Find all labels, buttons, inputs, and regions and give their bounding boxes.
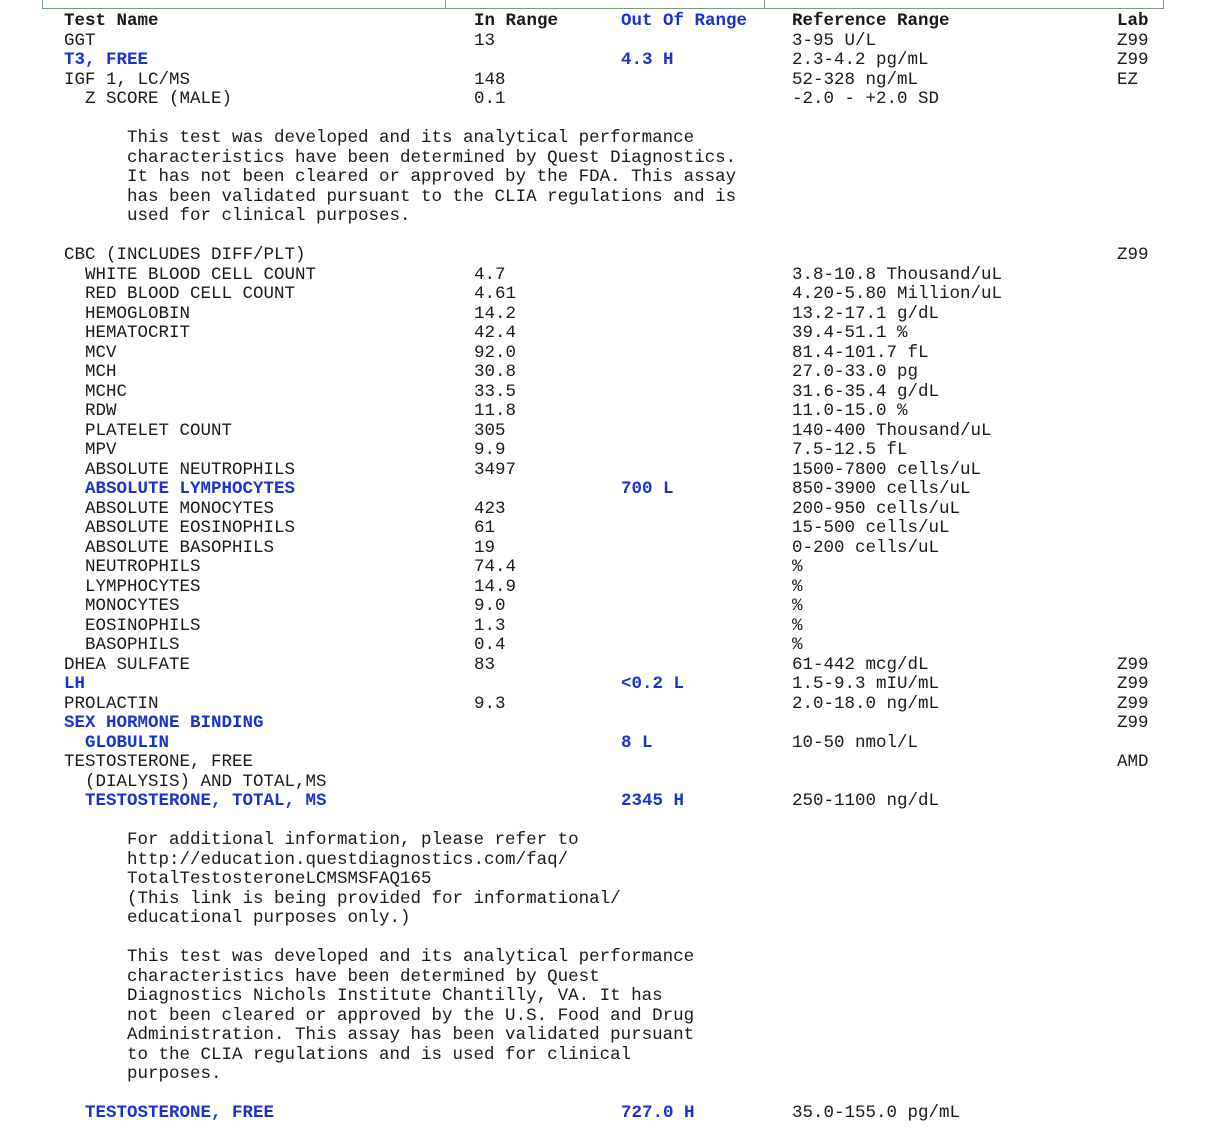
footnote-line: characteristics have been determined by Quest Diagnostics. [127,147,737,168]
table-row [0,71,1206,91]
footnote-line: characteristics have been determined by Quest [127,966,600,987]
reference-range-value: 15-500 cells/uL [792,518,950,538]
reference-range-value: 35.0-155.0 pg/mL [792,1103,961,1123]
reference-range-value: 81.4-101.7 fL [792,342,929,363]
table-row [0,714,1206,734]
table-row [0,305,1206,325]
test-name-cell: CBC (INCLUDES DIFF/PLT) [64,245,306,265]
footnote-line: Diagnostics Nichols Institute Chantilly, VA. It has [127,986,663,1006]
reference-range-value: 11.0-15.0 % [792,401,908,421]
test-name-cell: TESTOSTERONE, FREE [64,752,254,772]
table-frame-top [0,0,1206,10]
test-name-cell: ABSOLUTE EOSINOPHILS [85,518,296,538]
spacer [0,812,1206,832]
table-row [0,675,1206,695]
table-row [0,1104,1206,1124]
out-of-range-value: 4.3 H [621,50,674,70]
reference-range-value: 31.6-35.4 g/dL [792,381,940,402]
in-range-value: 74.4 [474,557,517,577]
spacer [0,1085,1206,1105]
table-row [0,656,1206,676]
in-range-value: 30.8 [474,362,517,382]
in-range-value: 14.2 [474,303,517,324]
table-row [0,246,1206,266]
reference-range-value: % [792,557,803,577]
reference-range-value: -2.0 - +2.0 SD [792,89,940,109]
reference-range-value: 0-200 cells/uL [792,537,940,558]
table-row [0,90,1206,110]
out-of-range-value: 2345 H [621,791,685,811]
table-row [0,32,1206,52]
spacer [0,110,1206,130]
test-name-cell: ABSOLUTE BASOPHILS [85,537,275,558]
reference-range-value: 1.5-9.3 mIU/mL [792,674,940,694]
reference-range-value: 3-95 U/L [792,30,877,51]
lab-code: Z99 [1117,713,1149,733]
test-name-cell: T3, FREE [64,50,149,70]
test-name-cell: TESTOSTERONE, TOTAL, MS [85,791,327,811]
in-range-value: 19 [474,537,496,558]
reference-range-value: 10-50 nmol/L [792,732,919,753]
lab-code: AMD [1117,752,1149,772]
out-of-range-value: 727.0 H [621,1103,695,1123]
reference-range-value: 850-3900 cells/uL [792,479,971,499]
footnote-line: This test was developed and its analytical performance [127,128,695,148]
spacer [0,227,1206,247]
footnote-line: educational purposes only.) [127,908,411,928]
reference-range-value: 250-1100 ng/dL [792,791,940,811]
test-name-cell: MPV [85,440,117,460]
in-range-value: 92.0 [474,342,517,363]
test-name-cell: PLATELET COUNT [85,420,233,441]
table-row [0,324,1206,344]
footnote-line: to the CLIA regulations and is used for clinical [127,1044,632,1065]
table-row [0,461,1206,481]
in-range-value: 13 [474,30,496,51]
table-row [0,344,1206,364]
test-name-cell: Z SCORE (MALE) [85,89,233,109]
table-row [0,441,1206,461]
test-name-cell: MCHC [85,381,128,402]
reference-range-value: 1500-7800 cells/uL [792,459,982,480]
reference-range-value: 61-442 mcg/dL [792,654,929,675]
test-name-cell: SEX HORMONE BINDING [64,713,264,733]
reference-range-value: % [792,615,803,636]
footnote-line: has been validated pursuant to the CLIA regulations and is [127,186,737,207]
footnote-line: http://education.questdiagnostics.com/faq/ [127,849,569,870]
footnote-line: purposes. [127,1064,222,1084]
table-row [0,792,1206,812]
reference-range-value: 27.0-33.0 pg [792,362,919,382]
test-name-cell: HEMOGLOBIN [85,303,191,324]
test-name-cell: ABSOLUTE MONOCYTES [85,498,275,519]
footnote-line: This test was developed and its analytical performance [127,947,695,967]
in-range-value: 14.9 [474,576,517,597]
table-row [0,500,1206,520]
test-name-cell: HEMATOCRIT [85,323,191,343]
table-row [0,773,1206,793]
table-row [0,695,1206,715]
footnote-line: used for clinical purposes. [127,206,411,226]
in-range-value: 423 [474,498,506,519]
out-of-range-value: 8 L [621,732,653,753]
test-name-cell: WHITE BLOOD CELL COUNT [85,264,317,285]
footnote-line: TotalTestosteroneLCMSMSFAQ165 [127,869,432,889]
in-range-value: 83 [474,654,496,675]
in-range-value: 9.9 [474,440,506,460]
lab-code: Z99 [1117,693,1149,714]
table-row [0,558,1206,578]
table-row [0,519,1206,539]
table-row [0,363,1206,383]
footnote-block [0,831,1206,1085]
reference-range-value: 4.20-5.80 Million/uL [792,284,1003,304]
in-range-value: 4.7 [474,264,506,285]
test-name-cell: RED BLOOD CELL COUNT [85,284,296,304]
table-row [0,422,1206,442]
in-range-value: 11.8 [474,401,517,421]
in-range-value: 33.5 [474,381,517,402]
test-name-cell: RDW [85,401,117,421]
test-name-cell: GLOBULIN [85,732,170,753]
table-row [0,578,1206,598]
test-name-cell: ABSOLUTE LYMPHOCYTES [85,479,296,499]
test-name-cell: PROLACTIN [64,693,159,714]
table-row [0,597,1206,617]
reference-range-value: % [792,596,803,616]
test-name-cell: LH [64,674,86,694]
header-lab: Lab [1117,11,1149,31]
table-row [0,285,1206,305]
header-reference-range: Reference Range [792,11,950,31]
test-name-cell: (DIALYSIS) AND TOTAL,MS [85,771,327,792]
reference-range-value: 52-328 ng/mL [792,69,919,90]
test-name-cell: IGF 1, LC/MS [64,69,191,90]
test-name-cell: LYMPHOCYTES [85,576,201,597]
header-in-range: In Range [474,11,559,31]
footnote-line: (This link is being provided for informational/ [127,888,621,909]
header-out-of-range: Out Of Range [621,11,748,31]
footnote-block [0,129,1206,227]
in-range-value: 1.3 [474,615,506,636]
table-row [0,617,1206,637]
reference-range-value: 2.3-4.2 pg/mL [792,50,929,70]
test-name-cell: NEUTROPHILS [85,557,201,577]
reference-range-value: % [792,576,803,597]
in-range-value: 148 [474,69,506,90]
lab-report [0,12,1206,1124]
test-name-cell: BASOPHILS [85,635,180,655]
footnote-line: Administration. This assay has been validated pursuant [127,1025,695,1045]
out-of-range-value: <0.2 L [621,674,685,694]
lab-code: EZ [1117,69,1139,90]
column-header-row [0,12,1206,32]
reference-range-value: 39.4-51.1 % [792,323,908,343]
table-row [0,51,1206,71]
lab-code: Z99 [1117,674,1149,694]
in-range-value: 42.4 [474,323,517,343]
footnote-line [0,929,1206,949]
report-body [0,32,1206,1124]
reference-range-value: 200-950 cells/uL [792,498,961,519]
reference-range-value: 7.5-12.5 fL [792,440,908,460]
test-name-cell: TESTOSTERONE, FREE [85,1103,275,1123]
footnote-line: It has not been cleared or approved by the FDA. This assay [127,167,737,187]
test-name-cell: ABSOLUTE NEUTROPHILS [85,459,296,480]
table-row [0,753,1206,773]
test-name-cell: GGT [64,30,96,51]
lab-code: Z99 [1117,50,1149,70]
table-row [0,266,1206,286]
test-name-cell: MCH [85,362,117,382]
table-row [0,383,1206,403]
table-row [0,539,1206,559]
lab-code: Z99 [1117,245,1149,265]
table-row [0,734,1206,754]
reference-range-value: 13.2-17.1 g/dL [792,303,940,324]
out-of-range-value: 700 L [621,479,674,499]
test-name-cell: MONOCYTES [85,596,180,616]
in-range-value: 0.1 [474,89,506,109]
in-range-value: 0.4 [474,635,506,655]
table-row [0,636,1206,656]
in-range-value: 61 [474,518,496,538]
test-name-cell: MCV [85,342,117,363]
table-row [0,480,1206,500]
in-range-value: 9.0 [474,596,506,616]
lab-code: Z99 [1117,654,1149,675]
footnote-line: not been cleared or approved by the U.S. Food and Drug [127,1005,695,1026]
table-row [0,402,1206,422]
in-range-value: 9.3 [474,693,506,714]
in-range-value: 305 [474,420,506,441]
in-range-value: 3497 [474,459,517,480]
test-name-cell: EOSINOPHILS [85,615,201,636]
lab-code: Z99 [1117,30,1149,51]
reference-range-value: 140-400 Thousand/uL [792,420,992,441]
frame-bottom-border [42,8,1164,9]
test-name-cell: DHEA SULFATE [64,654,191,675]
reference-range-value: 2.0-18.0 ng/mL [792,693,940,714]
in-range-value: 4.61 [474,284,517,304]
reference-range-value: 3.8-10.8 Thousand/uL [792,264,1003,285]
header-test-name: Test Name [64,11,159,31]
reference-range-value: % [792,635,803,655]
footnote-line: For additional information, please refer to [127,830,579,850]
